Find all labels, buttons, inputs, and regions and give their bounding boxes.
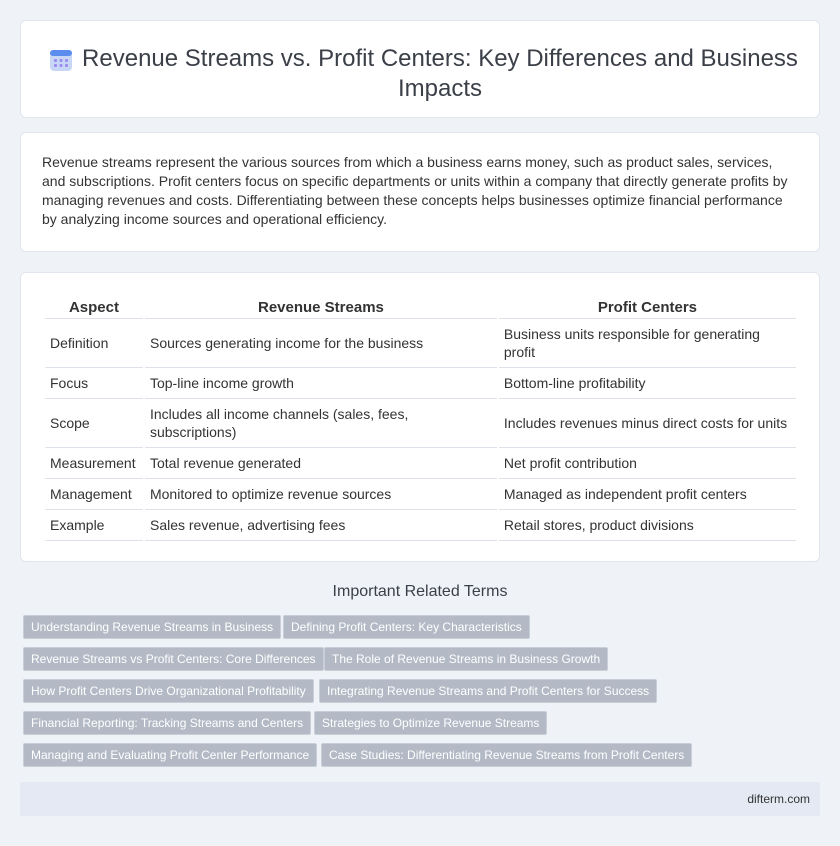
- row-profit-centers: Net profit contribution: [499, 448, 796, 479]
- related-term-tag[interactable]: Managing and Evaluating Profit Center Performance: [23, 743, 317, 767]
- header-aspect: Aspect: [45, 297, 143, 319]
- related-term-tag[interactable]: Financial Reporting: Tracking Streams and Centers: [23, 711, 311, 735]
- row-aspect: Focus: [45, 368, 143, 399]
- related-term-tag[interactable]: Understanding Revenue Streams in Business: [23, 615, 281, 639]
- footer: [20, 782, 820, 816]
- footer-site-link[interactable]: difterm.com: [747, 792, 810, 806]
- table-row: [45, 319, 796, 368]
- row-profit-centers: Managed as independent profit centers: [499, 479, 796, 510]
- related-term-tag[interactable]: Integrating Revenue Streams and Profit Centers for Success: [319, 679, 657, 703]
- row-profit-centers: Includes revenues minus direct costs for units: [499, 399, 796, 448]
- intro-card: [20, 132, 820, 252]
- related-terms-title: Important Related Terms: [332, 583, 508, 600]
- table-row: [45, 510, 796, 541]
- table-row: [45, 368, 796, 399]
- row-aspect: Management: [45, 479, 143, 510]
- intro-text: Revenue streams represent the various sources from which a business earns money, such as product sales, services, and subscriptions. Profit centers focus on specific departments or units within a company that directly generate profits by managing revenues and costs. Differentiating between these concepts helps businesses optimize financial performance by analyzing income sources and operational efficiency.: [42, 154, 788, 227]
- row-profit-centers: Bottom-line profitability: [499, 368, 796, 399]
- row-revenue-streams: Includes all income channels (sales, fees, subscriptions): [145, 399, 497, 448]
- table-header-row: [45, 297, 796, 319]
- comparison-card: [20, 272, 820, 562]
- header-card: [20, 20, 820, 118]
- table-row: [45, 399, 796, 448]
- row-revenue-streams: Sources generating income for the business: [145, 319, 497, 368]
- related-term-tag[interactable]: The Role of Revenue Streams in Business Growth: [324, 647, 608, 671]
- calendar-icon: [48, 47, 74, 73]
- row-aspect: Definition: [45, 319, 143, 368]
- related-term-tag[interactable]: Revenue Streams vs Profit Centers: Core Differences: [23, 647, 324, 671]
- header-revenue-streams: Revenue Streams: [145, 297, 497, 319]
- row-revenue-streams: Total revenue generated: [145, 448, 497, 479]
- related-term-tag[interactable]: Strategies to Optimize Revenue Streams: [314, 711, 547, 735]
- table-row: [45, 479, 796, 510]
- row-revenue-streams: Sales revenue, advertising fees: [145, 510, 497, 541]
- header-profit-centers: Profit Centers: [499, 297, 796, 319]
- row-aspect: Measurement: [45, 448, 143, 479]
- row-profit-centers: Retail stores, product divisions: [499, 510, 796, 541]
- row-revenue-streams: Monitored to optimize revenue sources: [145, 479, 497, 510]
- related-term-tag[interactable]: Defining Profit Centers: Key Characteristics: [283, 615, 530, 639]
- row-revenue-streams: Top-line income growth: [145, 368, 497, 399]
- page-title: Revenue Streams vs. Profit Centers: Key Differences and Business Impacts: [82, 45, 798, 102]
- row-aspect: Scope: [45, 399, 143, 448]
- row-aspect: Example: [45, 510, 143, 541]
- row-profit-centers: Business units responsible for generating profit: [499, 319, 796, 368]
- table-row: [45, 448, 796, 479]
- related-term-tag[interactable]: How Profit Centers Drive Organizational Profitability: [23, 679, 314, 703]
- comparison-table: [43, 297, 798, 541]
- related-term-tag[interactable]: Case Studies: Differentiating Revenue Streams from Profit Centers: [321, 743, 692, 767]
